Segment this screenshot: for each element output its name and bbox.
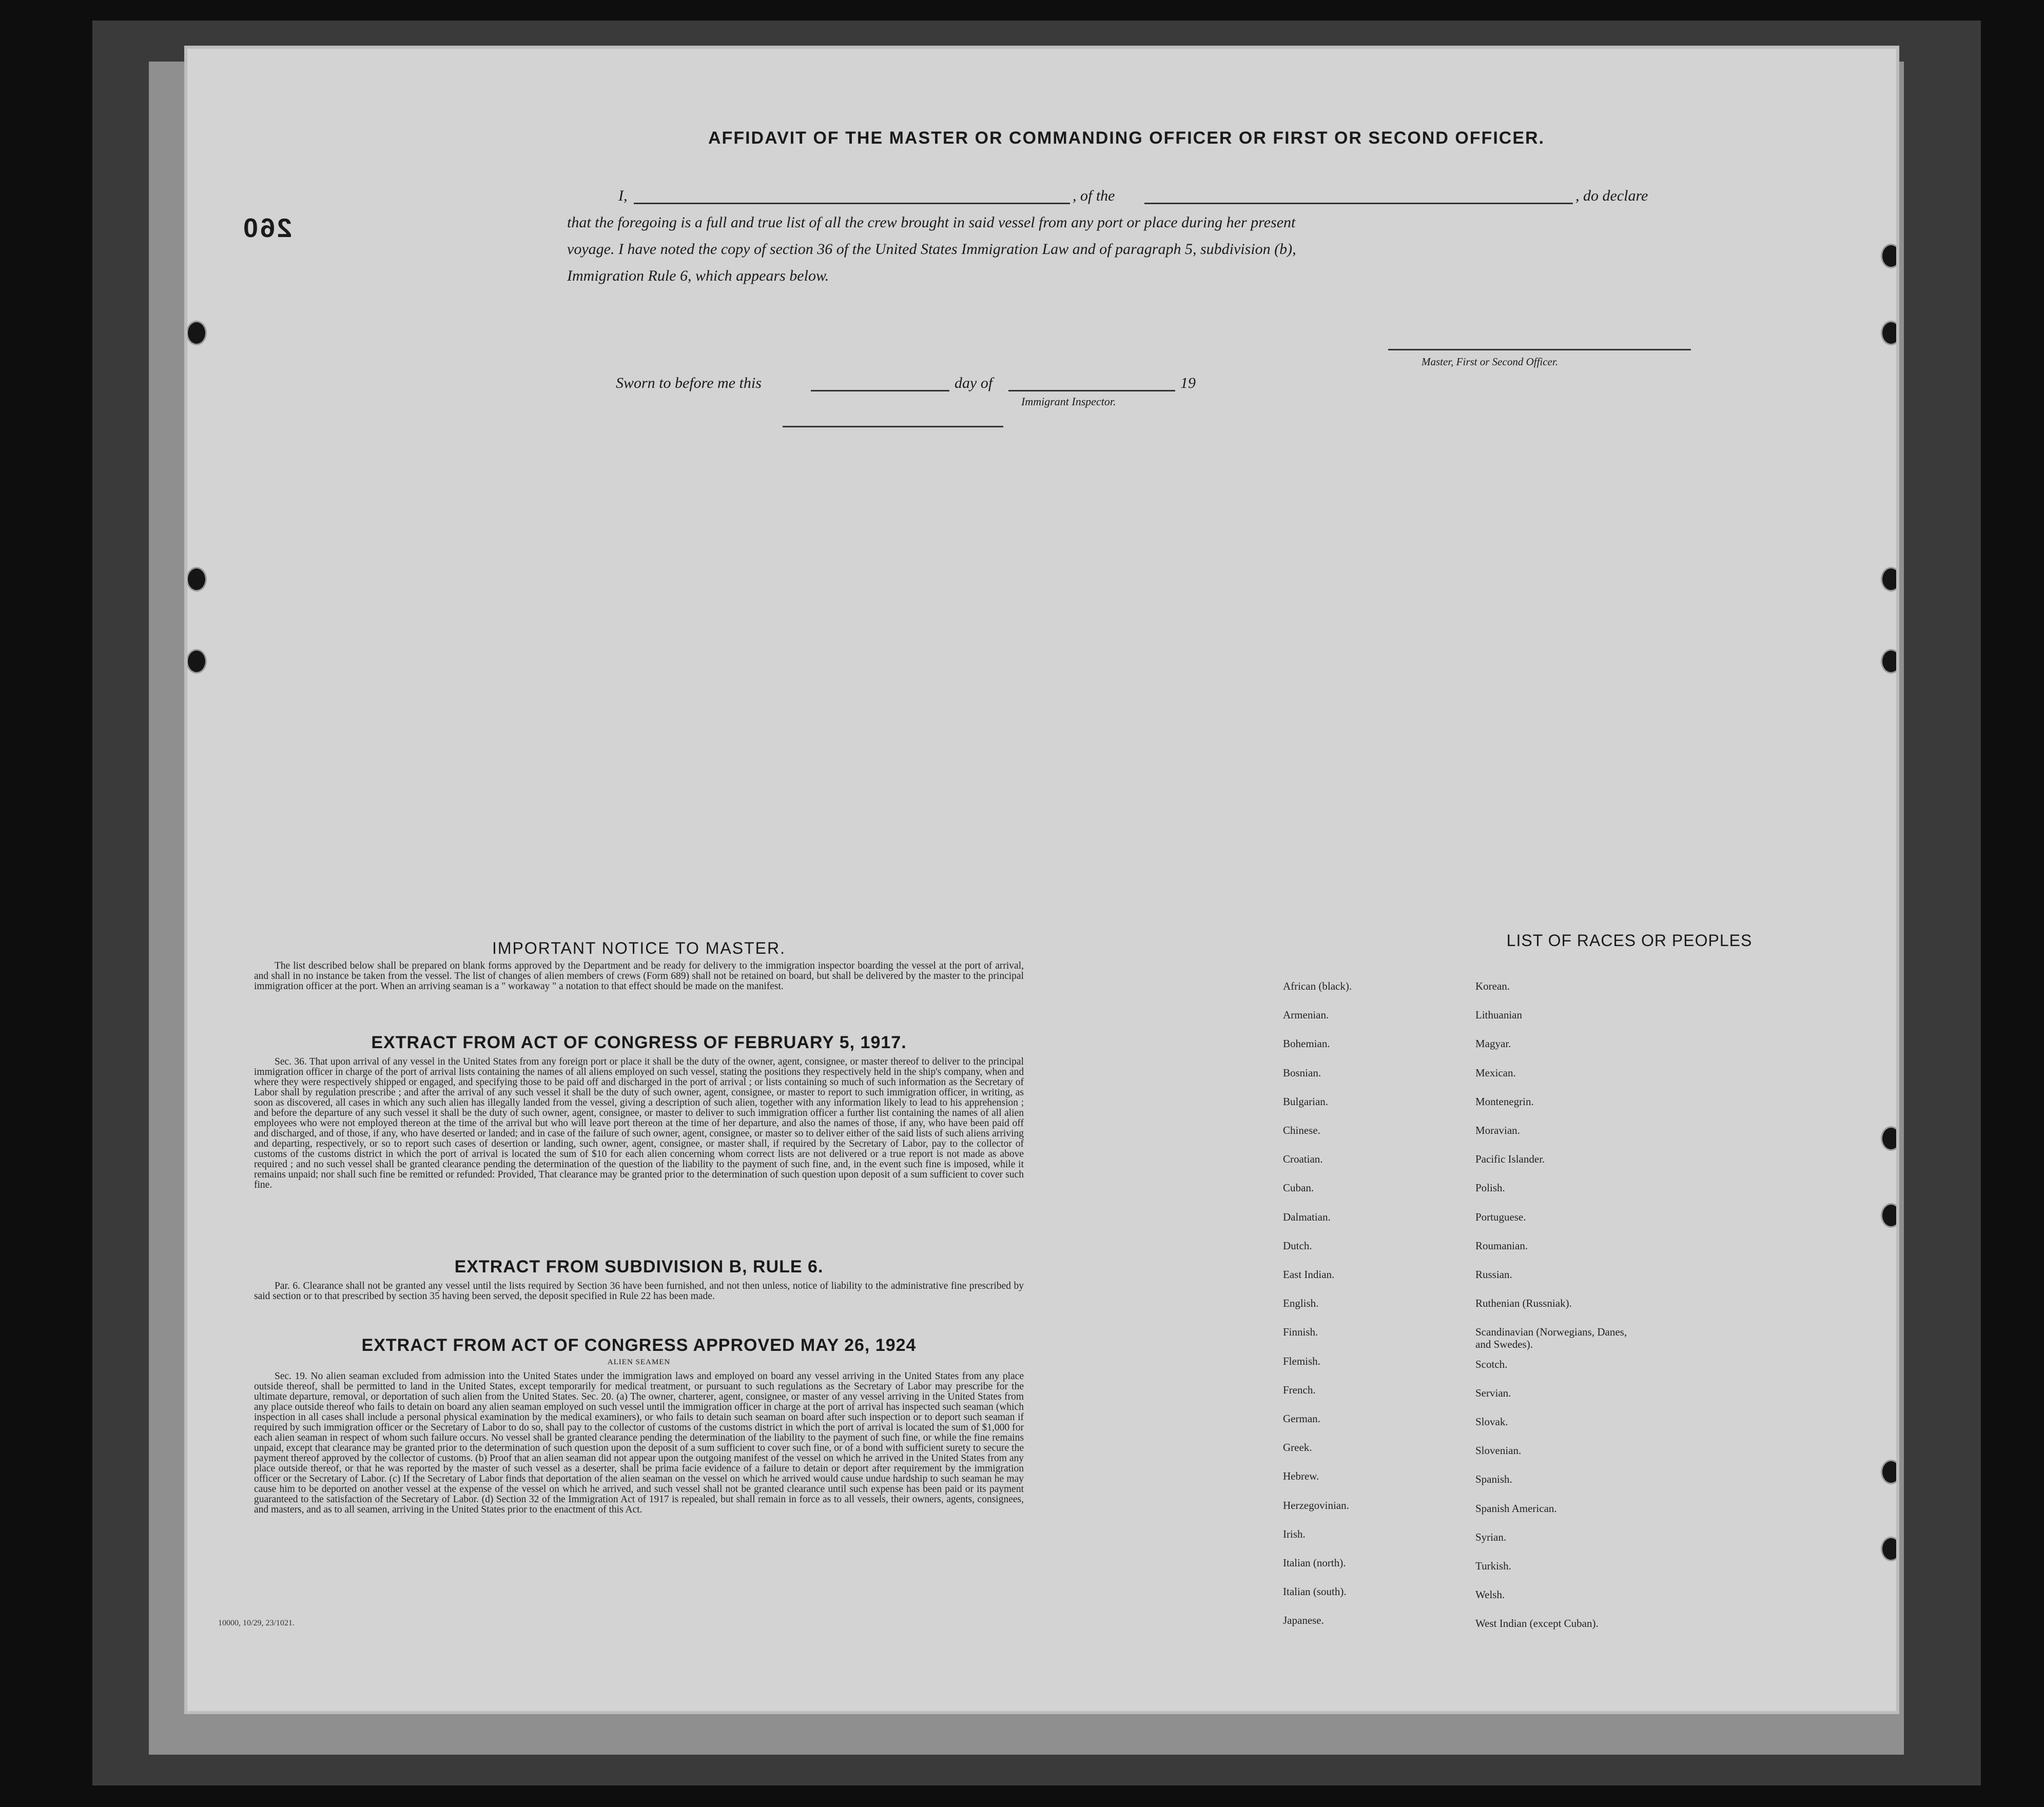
race-item: Turkish. (1475, 1560, 1511, 1572)
extract-rule6-text: Par. 6. Clearance shall not be granted any vessel until the lists required by Section 36 have been furnished, and not then unless, notice of liability to the administrative fine prescribed by said section or to that prescribed by section 35 having been served, the deposit specified in Rule 22 has been made. (254, 1281, 1024, 1302)
race-item: English. (1283, 1297, 1319, 1310)
race-item: Bohemian. (1283, 1037, 1330, 1050)
race-item: African (black). (1283, 980, 1352, 992)
race-item: Slovenian. (1475, 1444, 1522, 1457)
punch-hole-right (1881, 321, 1896, 345)
race-item: Roumanian. (1475, 1239, 1528, 1252)
vessel-name-line (1144, 203, 1573, 204)
race-item: Ruthenian (Russniak). (1475, 1297, 1572, 1310)
race-item: Greek. (1283, 1441, 1312, 1454)
punch-hole-right (1881, 1203, 1896, 1228)
race-item: Moravian. (1475, 1124, 1520, 1136)
affidavit-line-3: voyage. I have noted the copy of section 36 of the United States Immigration Law and of paragraph 5, subdivision (b), (567, 241, 1296, 258)
race-item: Pacific Islander. (1475, 1153, 1545, 1166)
race-item: Spanish American. (1475, 1502, 1557, 1515)
race-item: German. (1283, 1412, 1320, 1425)
extract-1917-title: EXTRACT FROM ACT OF CONGRESS OF FEBRUARY 5, 1917. (371, 1033, 907, 1052)
punch-hole-left (187, 649, 207, 674)
race-item: Finnish. (1283, 1326, 1318, 1339)
race-item: Scotch. (1475, 1358, 1508, 1370)
punch-hole-right (1881, 649, 1896, 674)
race-item: Flemish. (1283, 1354, 1320, 1367)
race-item: Montenegrin. (1475, 1095, 1534, 1108)
master-signature-label: Master, First or Second Officer. (1422, 356, 1558, 368)
punch-hole-right (1881, 1537, 1896, 1561)
race-item: Russian. (1475, 1268, 1512, 1281)
race-item: Italian (north). (1283, 1557, 1346, 1569)
sworn-month-line (1008, 390, 1175, 391)
race-item: Herzegovinian. (1283, 1499, 1349, 1511)
race-item: Armenian. (1283, 1009, 1329, 1022)
race-item: Welsh. (1475, 1588, 1505, 1601)
race-item: Hebrew. (1283, 1470, 1319, 1483)
race-item: Italian (south). (1283, 1585, 1347, 1598)
race-item: Irish. (1283, 1527, 1306, 1540)
race-item: Japanese. (1283, 1614, 1324, 1627)
affidavit-line-1-mid: , of the (1073, 187, 1115, 204)
master-signature-line (1388, 349, 1691, 350)
race-item: Slovak. (1475, 1416, 1508, 1428)
extract-1924-text: Sec. 19. No alien seaman excluded from admission into the United States under the immigration laws and employed on board any vessel arriving in the United States from any place outside thereof, shall be permitted to land in the United States, except temporarily for medical treatment, or pursuant to such regulations as the Secretary of Labor may prescribe for the ultimate departure, removal, or deportation of such alien from the United States. Sec. 20. (a) The owner, charterer, agent, consignee, or master of any vessel arriving in the United States from any place outside thereof who fails to detain on board any alien seaman employed on such vessel until the immigration officer in charge at the port of arrival has inspected such seaman (which inspection in all cases shall include a personal physical examination by the medical examiners), or who fails to detain such seaman on board after such inspection or to deport such seaman if required by such immigration officer or the Secretary of Labor to do so, shall pay to the collector of customs of the customs district in which the port of arrival is located the sum of $1,000 for each alien seaman in respect of whom such failure occurs. No vessel shall be granted clearance pending the determination of the liability to the payment of such fine, or while the fine remains unpaid, except that clearance may be granted prior to the determination of such question upon the deposit of a sum sufficient to cover such fine, or of a bond with sufficient surety to secure the payment thereof approved by the collector of customs. (b) Proof that an alien seaman did not appear upon the outgoing manifest of the vessel on which he arrived in the United States from any place outside thereof, or that he was reported by the master of such vessel as a deserter, shall be prima facie evidence of a failure to detain or deport after requirement by the immigration officer or the Secretary of Labor. (c) If the Secretary of Labor finds that deportation of the alien seaman on the vessel on which he arrived would cause undue hardship to such seaman he may cause him to be deported on another vessel at the expense of the vessel on which he arrived, and such vessel shall not be granted clearance until such expense has been paid or its payment guaranteed to the satisfaction of the Secretary of Labor. (d) Section 32 of the Immigration Act of 1917 is repealed, but shall remain in force as to all vessels, their owners, agents, consignees, and masters, and as to all seamen, arriving in the United States prior to the enactment of this Act. (254, 1371, 1024, 1515)
master-name-line (634, 203, 1070, 204)
form-code: 10000, 10/29, 23/1021. (218, 1619, 295, 1627)
race-item: Mexican. (1475, 1066, 1516, 1079)
race-item: Servian. (1475, 1386, 1511, 1399)
race-item: Dutch. (1283, 1239, 1312, 1252)
sworn-day-line (811, 390, 949, 391)
inspector-label: Immigrant Inspector. (1021, 395, 1116, 408)
punch-hole-left (187, 567, 207, 592)
race-item: Bulgarian. (1283, 1095, 1329, 1108)
punch-hole-right (1881, 1126, 1896, 1151)
race-item: Spanish. (1475, 1473, 1512, 1486)
race-item: Cuban. (1283, 1182, 1314, 1194)
extract-1924-title: EXTRACT FROM ACT OF CONGRESS APPROVED MAY 26, 1924 (361, 1335, 917, 1355)
race-item: Dalmatian. (1283, 1210, 1331, 1223)
race-item: Scandinavian (Norwegians, Danes, and Swedes). (1475, 1326, 1627, 1351)
affidavit-line-1-end: , do declare (1575, 187, 1648, 204)
race-item: Portuguese. (1475, 1210, 1526, 1223)
notice-title: IMPORTANT NOTICE TO MASTER. (492, 939, 786, 957)
punch-hole-right (1881, 567, 1896, 592)
race-item: Chinese. (1283, 1124, 1320, 1136)
race-item: West Indian (except Cuban). (1475, 1617, 1599, 1630)
punch-hole-right (1881, 244, 1896, 268)
race-item: French. (1283, 1383, 1316, 1396)
extract-1924-subtitle: ALIEN SEAMEN (607, 1358, 671, 1366)
affidavit-line-4: Immigration Rule 6, which appears below. (567, 267, 829, 284)
extract-rule6-title: EXTRACT FROM SUBDIVISION B, RULE 6. (454, 1257, 824, 1276)
punch-hole-left (187, 321, 207, 345)
sworn-label: Sworn to before me this (616, 375, 762, 391)
race-item: Bosnian. (1283, 1066, 1321, 1079)
race-item: Syrian. (1475, 1530, 1507, 1543)
races-title: LIST OF RACES OR PEOPLES (1506, 931, 1753, 950)
race-item: Lithuanian (1475, 1009, 1522, 1022)
year-prefix: 19 (1180, 375, 1196, 391)
extract-1917-text: Sec. 36. That upon arrival of any vessel in the United States from any foreign port or place it shall be the duty of the owner, agent, consignee, or master thereof to deliver to the principal immigration officer in charge of the port of arrival lists containing the names of all aliens employed on such vessel, stating the positions they respectively held in the ship's company, when and where they were respectively shipped or engaged, and specifying those to be paid off and discharged in the port of arrival ; or lists containing so much of such information as the Secretary of Labor shall by regulation prescribe ; and after the arrival of any such vessel it shall be the duty of such owner, agent, consignee, or master to report to such immigration officer, in writing, as soon as discovered, all cases in which any such alien has illegally landed from the vessel, giving a description of such alien, together with any information likely to lead to his apprehension ; and before the departure of any such vessel it shall be the duty of such owner, agent, consignee, or master to deliver to such immigration officer a further list containing the names of all alien employees who were not employed thereon at the time of the arrival but who will leave port thereon at the time of her departure, and also the names of those, if any, who have been paid off and discharged, and of those, if any, who have deserted or landed; and in case of the failure of such owner, agent, consignee, or master so to deliver either of the said lists of such aliens arriving and departing, respectively, or so to report such cases of desertion or landing, such owner, agent, consignee, or master shall, if required by the Secretary of Labor, pay to the collector of customs of the customs district in which the port of arrival is located the sum of $10 for each alien concerning whom correct lists are not delivered or a true report is not made as above required ; and no such vessel shall be granted clearance pending the determination of the question of the liability to the payment of such fine, and, in the event such fine is imposed, while it remains unpaid; nor shall such fine be remitted or refunded: Provided, That clearance may be granted prior to the determination of such question upon deposit of a sum sufficient to cover such fine. (254, 1056, 1024, 1190)
race-item: Magyar. (1475, 1037, 1511, 1050)
page-number: 260 (241, 213, 292, 243)
day-of-label: day of (955, 375, 993, 391)
affidavit-line-1-start: I, (618, 187, 628, 204)
document-page (187, 49, 1896, 1711)
notice-text: The list described below shall be prepared on blank forms approved by the Department and be ready for delivery to the immigration inspector boarding the vessel at the port of arrival, and shall in no instance be taken from the vessel. The list of changes of alien members of crews (Form 689) shall not be retained on board, but shall be delivered by the master to the principal immigration officer at the port. When an arriving seaman is a " workaway " a notation to that effect should be made on the manifest. (254, 960, 1024, 992)
race-item: Korean. (1475, 980, 1510, 992)
affidavit-title: AFFIDAVIT OF THE MASTER OR COMMANDING OFFICER OR FIRST OR SECOND OFFICER. (708, 128, 1545, 148)
race-item: East Indian. (1283, 1268, 1335, 1281)
inspector-signature-line (783, 426, 1003, 427)
race-item: Polish. (1475, 1182, 1505, 1194)
affidavit-line-2: that the foregoing is a full and true list of all the crew brought in said vessel from any port or place during her present (567, 214, 1296, 231)
race-item: Croatian. (1283, 1153, 1323, 1166)
punch-hole-right (1881, 1460, 1896, 1484)
